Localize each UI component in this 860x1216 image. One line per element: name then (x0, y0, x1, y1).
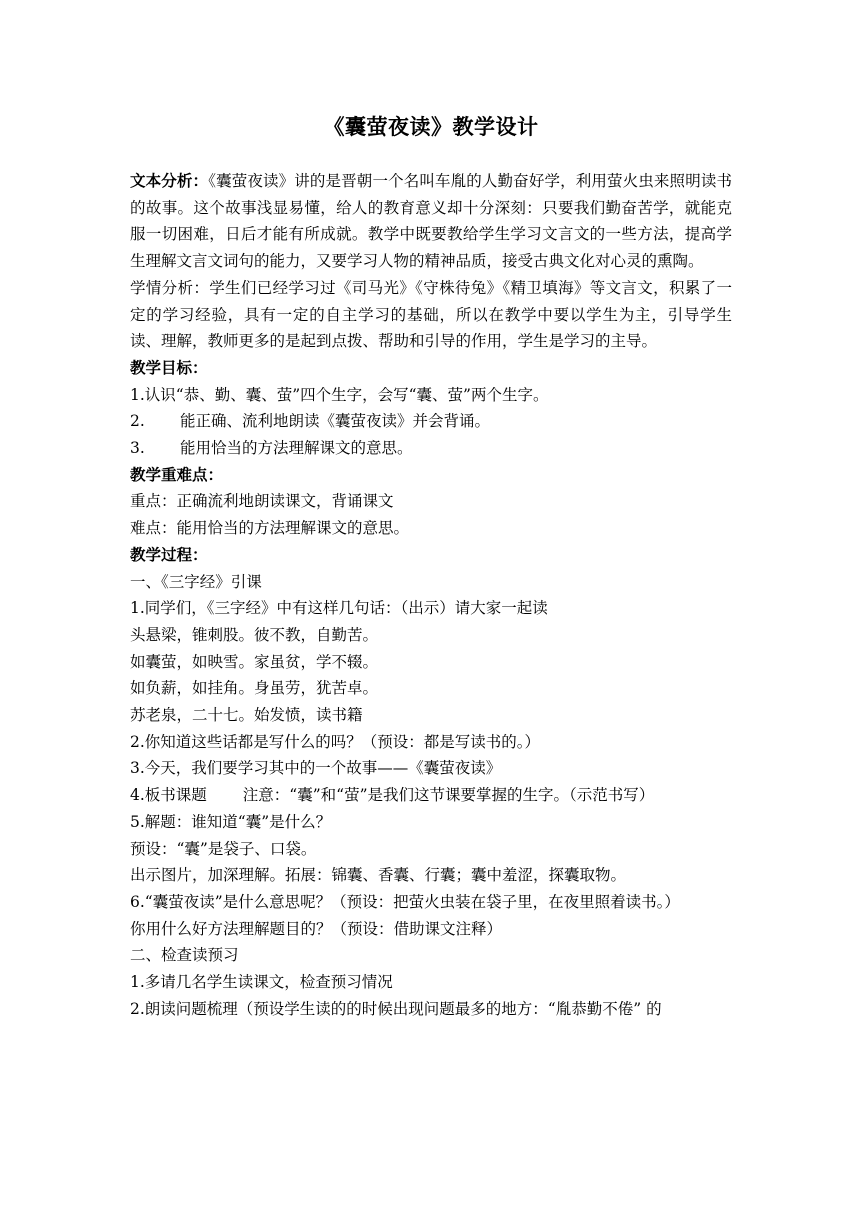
text-analysis-body: 《囊萤夜读》讲的是晋朝一个名叫车胤的人勤奋好学，利用萤火虫来照明读书的故事。这个故事浅显易懂，给人的教育意义却十分深刻：只要我们勤奋苦学，就能克服一切困难，日后才能有所成就。教学中既要教给学生学习文言文的一些方法，提高学生理解文言文词句的能力，又要学习人物的精神品质，接受古典文化对心灵的熏陶。 (130, 172, 732, 271)
step-1-2: 2.你知道这些话都是写什么的吗？（预设：都是写读书的。） (130, 732, 541, 751)
goal-item-2-text: 能正确、流利地朗读《囊萤夜读》并会背诵。 (180, 412, 491, 431)
student-analysis-paragraph: 学情分析：学生们已经学习过《司马光》《守株待兔》《精卫填海》等文言文，积累了一定的学习经验，具有一定的自主学习的基础，所以在教学中要以学生为主，引导学生读、理解，教师更多的是起到点拨、帮助和引导的作用，学生是学习的主导。 (130, 278, 732, 351)
key-points-heading: 教学重难点： (130, 464, 224, 484)
step-1-5-extension: 出示图片，加深理解。拓展：锦囊、香囊、行囊；囊中羞涩，探囊取物。 (130, 866, 627, 885)
step-1-4 (130, 782, 732, 809)
goal-item-3-number: 3. (130, 439, 145, 458)
step-1-4-title: 4.板书课题 (130, 786, 207, 805)
verse-line-4: 苏老泉，二十七。始发愤，读书籍 (130, 706, 363, 725)
goal-item-1: 1.认识“恭、勤、囊、萤”四个生字，会写“囊、萤”两个生字。 (130, 385, 549, 404)
document-body (130, 168, 732, 1023)
step-2-1: 1.多请几名学生读课文，检查预习情况 (130, 973, 393, 992)
text-analysis-label: 文本分析： (130, 171, 209, 190)
step-1-5: 5.解题：谁知道“囊”是什么？ (130, 812, 332, 831)
section-1-heading: 一、《三字经》引课 (130, 572, 262, 591)
document-title: 《囊萤夜读》教学设计 (323, 114, 539, 139)
text-analysis-paragraph (130, 168, 732, 275)
step-1-5-preset: 预设：“囊”是袋子、口袋。 (130, 839, 317, 858)
step-1-6-method: 你用什么好方法理解题目的？（预设：借助课文注释） (130, 919, 503, 938)
difficult-point: 难点：能用恰当的方法理解课文的意思。 (130, 519, 410, 538)
section-2-heading: 二、检查读预习 (130, 946, 239, 965)
key-point: 重点：正确流利地朗读课文，背诵课文 (130, 492, 394, 511)
goals-heading: 教学目标： (130, 357, 208, 377)
step-1-4-note: 注意：“囊”和“萤”是我们这节课要掌握的生字。（示范书写） (242, 786, 655, 805)
verse-line-3: 如负薪，如挂角。身虽劳，犹苦卓。 (130, 679, 379, 698)
process-heading: 教学过程： (130, 544, 208, 564)
step-1-3: 3.今天，我们要学习其中的一个故事——《囊萤夜读》 (130, 759, 502, 778)
step-2-2: 2.朗读问题梳理（预设学生读的的时候出现问题最多的地方：“胤恭勤不倦” 的 (130, 999, 662, 1018)
goal-item-2-number: 2. (130, 412, 145, 431)
verse-line-1: 头悬梁，锥刺股。彼不教，自勤苦。 (130, 625, 379, 644)
step-1-6: 6.“囊萤夜读”是什么意思呢？（预设：把萤火虫装在袋子里，在夜里照着读书。） (130, 892, 680, 911)
goal-item-3 (130, 435, 732, 462)
verse-line-2: 如囊萤，如映雪。家虽贫，学不辍。 (130, 652, 379, 671)
goal-item-3-text: 能用恰当的方法理解课文的意思。 (180, 439, 413, 458)
goal-item-2 (130, 408, 732, 435)
step-1-1: 1.同学们，《三字经》中有这样几句话：（出示）请大家一起读 (130, 599, 548, 618)
